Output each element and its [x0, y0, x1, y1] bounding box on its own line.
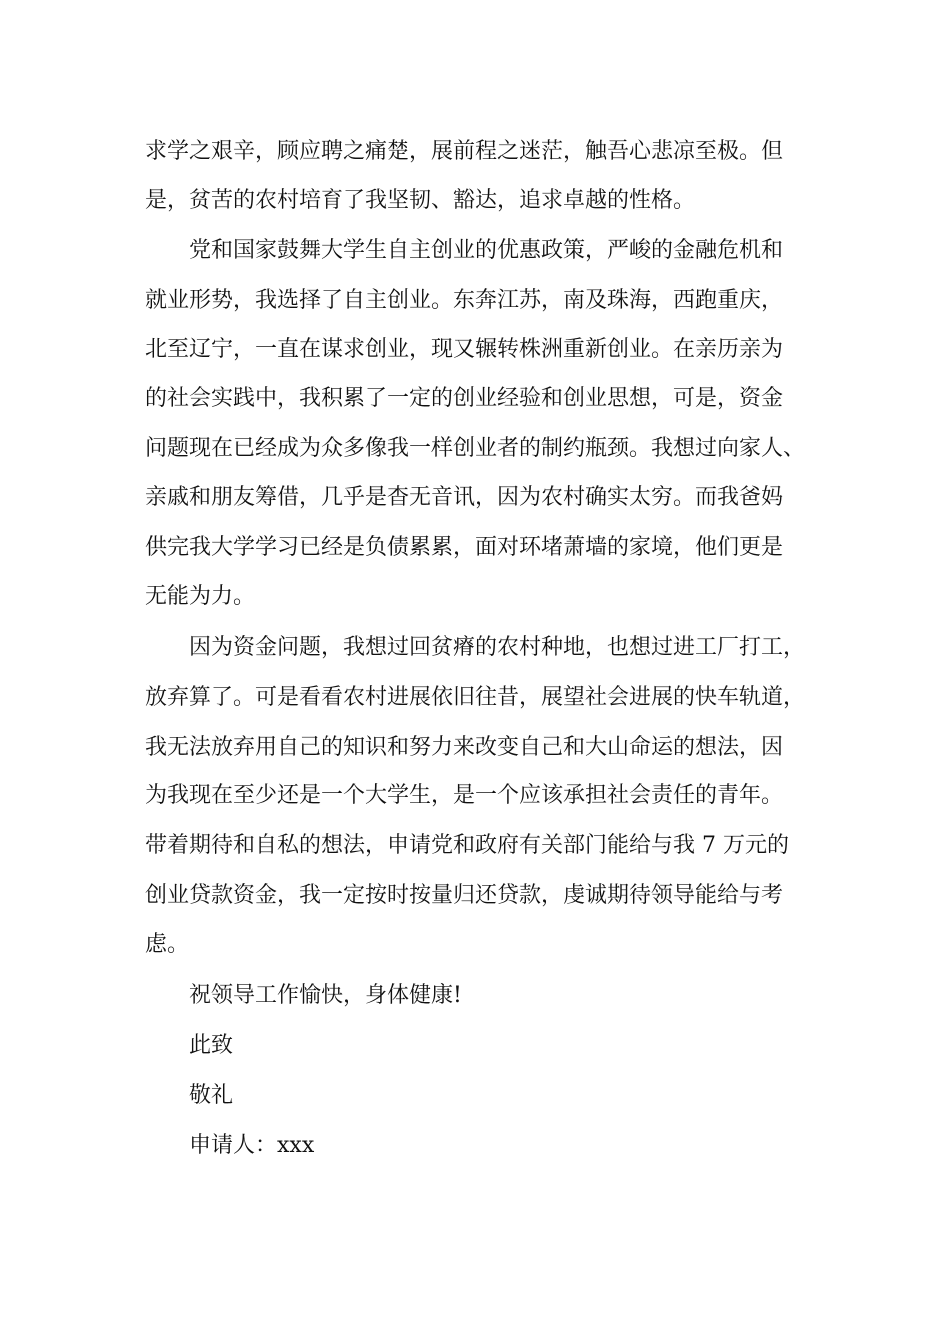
paragraph-3-line-7: 虑。: [145, 932, 190, 957]
paragraph-2-line-5: 问题现在已经成为众多像我一样创业者的制约瓶颈。我想过向家人、: [145, 436, 806, 461]
paragraph-2-line-8: 无能为力。: [145, 584, 256, 609]
paragraph-3-line-2: 放弃算了。可是看看农村进展依旧往昔，展望社会进展的快车轨道，: [145, 685, 806, 710]
salutation-cizhi: 此致: [189, 1033, 234, 1058]
paragraph-2-line-4: 的社会实践中，我积累了一定的创业经验和创业思想，可是，资金: [145, 386, 784, 411]
paragraph-3-line-4: 为我现在至少还是一个大学生，是一个应该承担社会责任的青年。: [145, 783, 784, 808]
paragraph-2-line-7: 供完我大学学习已经是负债累累，面对环堵萧墙的家境，他们更是: [145, 535, 784, 560]
closing-wish: 祝领导工作愉快，身体健康!: [189, 983, 462, 1008]
salutation-jingli: 敬礼: [189, 1083, 234, 1108]
paragraph-3-line-5: 带着期待和自私的想法，申请党和政府有关部门能给与我 7 万元的: [145, 833, 789, 858]
paragraph-3-line-6: 创业贷款资金，我一定按时按量归还贷款，虔诚期待领导能给与考: [145, 883, 784, 908]
paragraph-2-line-2: 就业形势，我选择了自主创业。东奔江苏，南及珠海，西跑重庆，: [145, 288, 784, 313]
paragraph-3-line-3: 我无法放弃用自己的知识和努力来改变自己和大山命运的想法，因: [145, 735, 784, 760]
paragraph-2-line-1: 党和国家鼓舞大学生自主创业的优惠政策，严峻的金融危机和: [189, 238, 784, 263]
paragraph-2-line-6: 亲戚和朋友筹借，几乎是杳无音讯，因为农村确实太穷。而我爸妈: [145, 485, 784, 510]
paragraph-2-line-3: 北至辽宁，一直在谋求创业，现又辗转株洲重新创业。在亲历亲为: [145, 337, 784, 362]
applicant-signature: 申请人：xxx: [189, 1133, 315, 1158]
paragraph-1-line-2: 是，贫苦的农村培育了我坚韧、豁达，追求卓越的性格。: [145, 188, 696, 213]
paragraph-1-line-1: 求学之艰辛，顾应聘之痛楚，展前程之迷茫，触吾心悲凉至极。但: [145, 139, 784, 164]
paragraph-3-line-1: 因为资金问题，我想过回贫瘠的农村种地，也想过进工厂打工，: [189, 635, 806, 660]
